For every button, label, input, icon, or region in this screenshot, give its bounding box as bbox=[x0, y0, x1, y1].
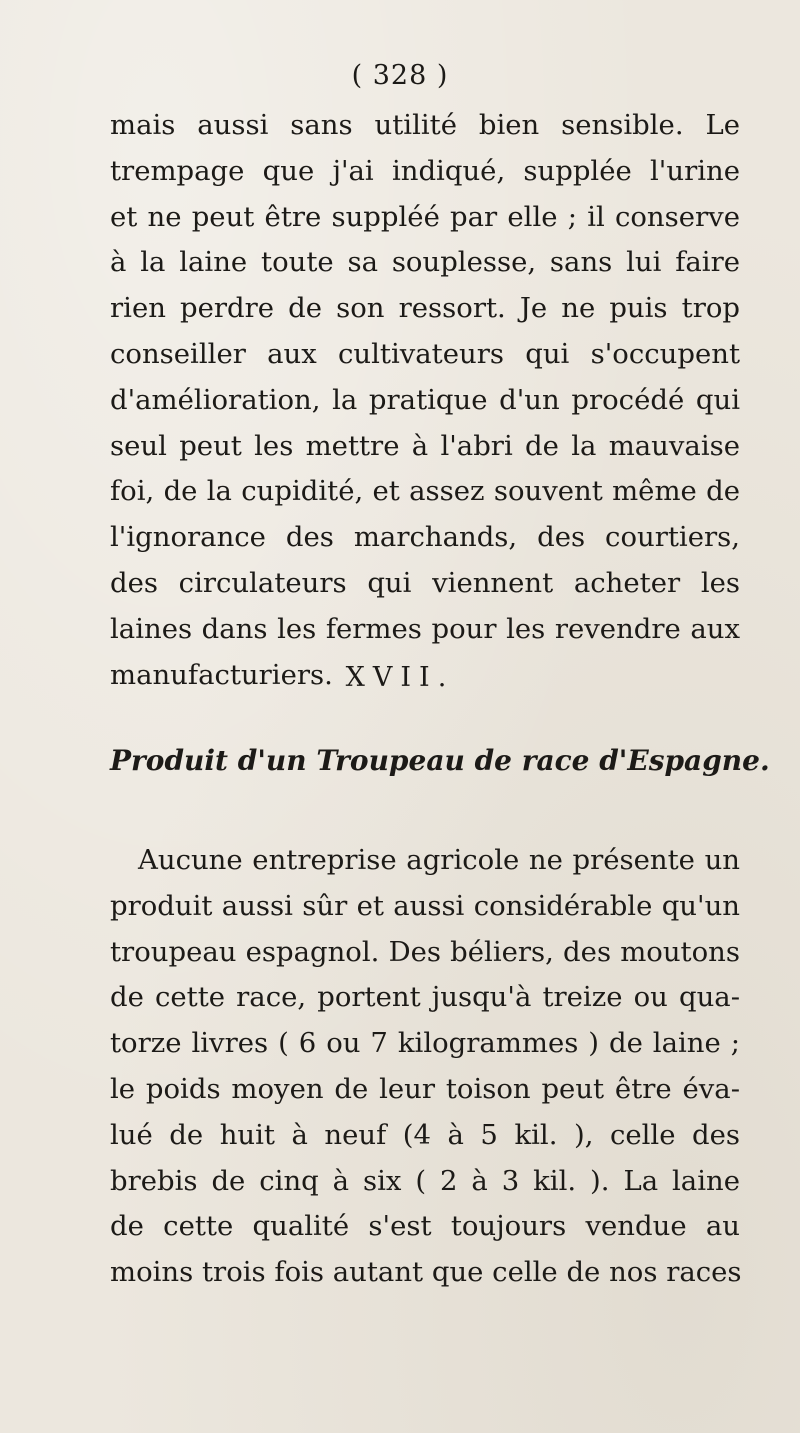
text-line: moins trois fois autant que celle de nos races bbox=[110, 1256, 742, 1289]
text-line: rien perdre de son ressort. Je ne puis trop bbox=[110, 292, 740, 325]
text-line: le poids moyen de leur toison peut être éva- bbox=[110, 1072, 740, 1105]
text-line: conseiller aux cultivateurs qui s'occupent bbox=[110, 337, 740, 370]
text-line: seul peut les mettre à l'abri de la mauvaise bbox=[110, 429, 740, 462]
text-line: l'ignorance des marchands, des courtiers, bbox=[110, 521, 740, 554]
text-line: trempage que j'ai indiqué, supplée l'urine bbox=[110, 154, 740, 187]
text-line: produit aussi sûr et aussi considérable qu'un bbox=[110, 889, 740, 922]
paragraph-continuation bbox=[110, 103, 740, 698]
paragraph-section bbox=[110, 838, 740, 1296]
text-line: brebis de cinq à six ( 2 à 3 kil. ). La laine bbox=[110, 1164, 740, 1197]
text-line: de cette qualité s'est toujours vendue au bbox=[110, 1210, 740, 1243]
text-line: mais aussi sans utilité bien sensible. Le bbox=[110, 109, 740, 141]
text-line: des circulateurs qui viennent acheter les bbox=[110, 566, 740, 599]
text-line: Aucune entreprise agricole ne présente un bbox=[138, 844, 740, 876]
text-line: à la laine toute sa souplesse, sans lui faire bbox=[110, 246, 740, 279]
text-line: d'amélioration, la pratique d'un procédé qui bbox=[110, 383, 740, 416]
text-line: torze livres ( 6 ou 7 kilogrammes ) de laine ; bbox=[110, 1027, 740, 1060]
section-title: Produit d'un Troupeau de race d'Espagne. bbox=[110, 744, 770, 777]
text-line: de cette race, portent jusqu'à treize ou qua- bbox=[110, 981, 740, 1014]
text-line: foi, de la cupidité, et assez souvent même de bbox=[110, 475, 740, 508]
page-number: ( 328 ) bbox=[351, 60, 449, 91]
text-line: laines dans les fermes pour les revendre aux bbox=[110, 612, 740, 645]
section-number: XVII. bbox=[345, 662, 455, 693]
text-line: et ne peut être suppléé par elle ; il conserve bbox=[110, 200, 740, 233]
text-line: troupeau espagnol. Des béliers, des moutons bbox=[110, 935, 740, 968]
text-line: manufacturiers. bbox=[110, 658, 333, 691]
text-line: lué de huit à neuf (4 à 5 kil. ), celle des bbox=[110, 1118, 740, 1151]
